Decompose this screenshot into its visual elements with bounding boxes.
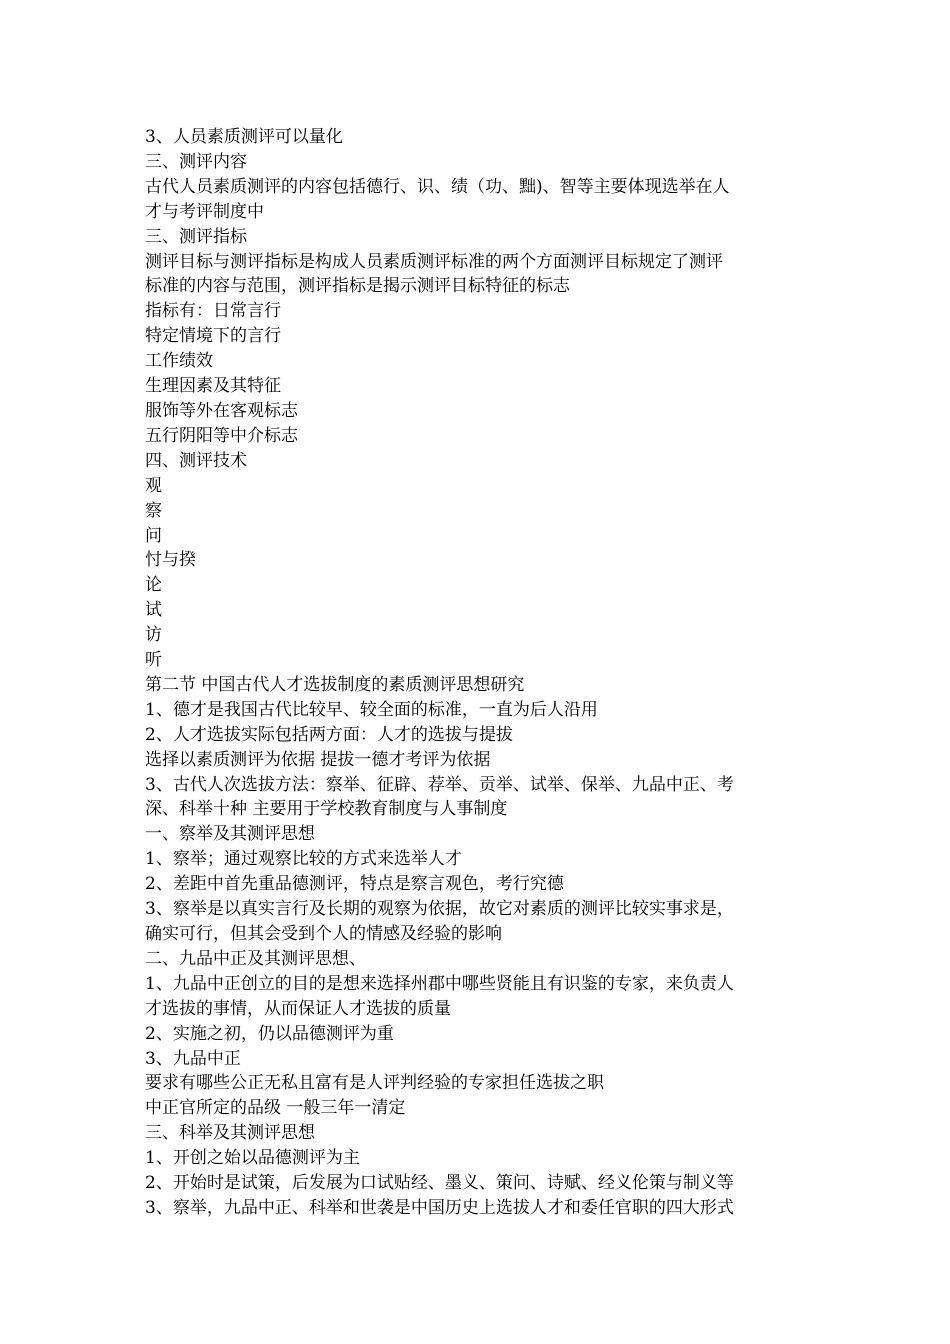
text-line: 特定情境下的言行 (145, 326, 281, 347)
text-line: 才选拔的事情，从而保证人才选拔的质量 (145, 998, 451, 1019)
text-line: 标准的内容与范围，测评指标是揭示测评目标特征的标志 (145, 276, 570, 297)
text-line: 中正官所定的品级 一般三年一清定 (145, 1098, 406, 1119)
text-line: 3、人员素质测评可以量化 (145, 127, 343, 147)
section-heading: 三、测评指标 (145, 226, 247, 247)
document-body (145, 125, 810, 1221)
section-heading: 二、九品中正及其测评思想、 (145, 948, 366, 969)
text-line: 2、开始时是试策，后发展为口试贴经、墨义、策问、诗赋、经义伦策与制义等 (145, 1173, 734, 1194)
text-line: 古代人员素质测评的内容包括德行、识、绩（功、黜)、智等主要体现选举在人 (145, 176, 730, 197)
text-line: 选择以素质测评为依据 提拔一德才考评为依据 (145, 749, 491, 770)
section-heading: 一、察举及其测评思想 (145, 824, 315, 845)
text-line: 生理因素及其特征 (145, 376, 281, 397)
chapter-heading: 第二节 中国古代人才选拔制度的素质测评思想研究 (145, 674, 525, 695)
text-line: 忖与揆 (145, 550, 196, 571)
text-line: 听 (145, 650, 162, 671)
text-line: 3、九品中正 (145, 1048, 241, 1069)
text-line: 1、德才是我国古代比较早、较全面的标准，一直为后人沿用 (145, 699, 598, 720)
text-line: 1、开创之始以品德测评为主 (145, 1148, 360, 1169)
section-heading: 三、测评内容 (145, 151, 247, 172)
text-line: 工作绩效 (145, 351, 213, 372)
text-line: 测评目标与测评指标是构成人员素质测评标准的两个方面测评目标规定了测评 (145, 251, 723, 272)
text-line: 才与考评制度中 (145, 201, 264, 222)
text-line: 观 (145, 475, 162, 496)
text-line: 指标有：日常言行 (145, 301, 281, 322)
text-line: 3、察举是以真实言行及长期的观察为依据，故它对素质的测评比较实事求是， (145, 899, 734, 920)
section-heading: 三、科举及其测评思想 (145, 1123, 315, 1144)
text-line: 服饰等外在客观标志 (145, 400, 298, 421)
text-line: 深、科举十种 主要用于学校教育制度与人事制度 (145, 799, 508, 820)
text-line: 论 (145, 575, 162, 596)
text-line: 察 (145, 500, 162, 521)
text-line: 试 (145, 600, 162, 621)
text-line: 3、察举，九品中正、科举和世袭是中国历史上选拔人才和委任官职的四大形式 (145, 1197, 734, 1218)
section-heading: 四、测评技术 (145, 450, 247, 471)
text-line: 2、人才选拔实际包括两方面：人才的选拔与提拔 (145, 724, 513, 745)
text-line: 2、差距中首先重品德测评，特点是察言观色，考行究德 (145, 874, 564, 895)
text-line: 访 (145, 625, 162, 646)
text-line: 五行阴阳等中介标志 (145, 425, 298, 446)
text-line: 3、古代人次选拔方法：察举、征辟、荐举、贡举、试举、保举、九品中正、考 (145, 774, 734, 795)
text-line: 1、察举；通过观察比较的方式来选举人才 (145, 849, 462, 870)
text-line: 2、实施之初，仍以品德测评为重 (145, 1023, 394, 1044)
text-line: 1、九品中正创立的目的是想来选择州郡中哪些贤能且有识鉴的专家，来负责人 (145, 973, 734, 994)
text-line: 问 (145, 525, 162, 546)
text-line: 确实可行，但其会受到个人的情感及经验的影响 (145, 924, 502, 944)
text-line: 要求有哪些公正无私且富有是人评判经验的专家担任选拔之职 (145, 1073, 604, 1094)
